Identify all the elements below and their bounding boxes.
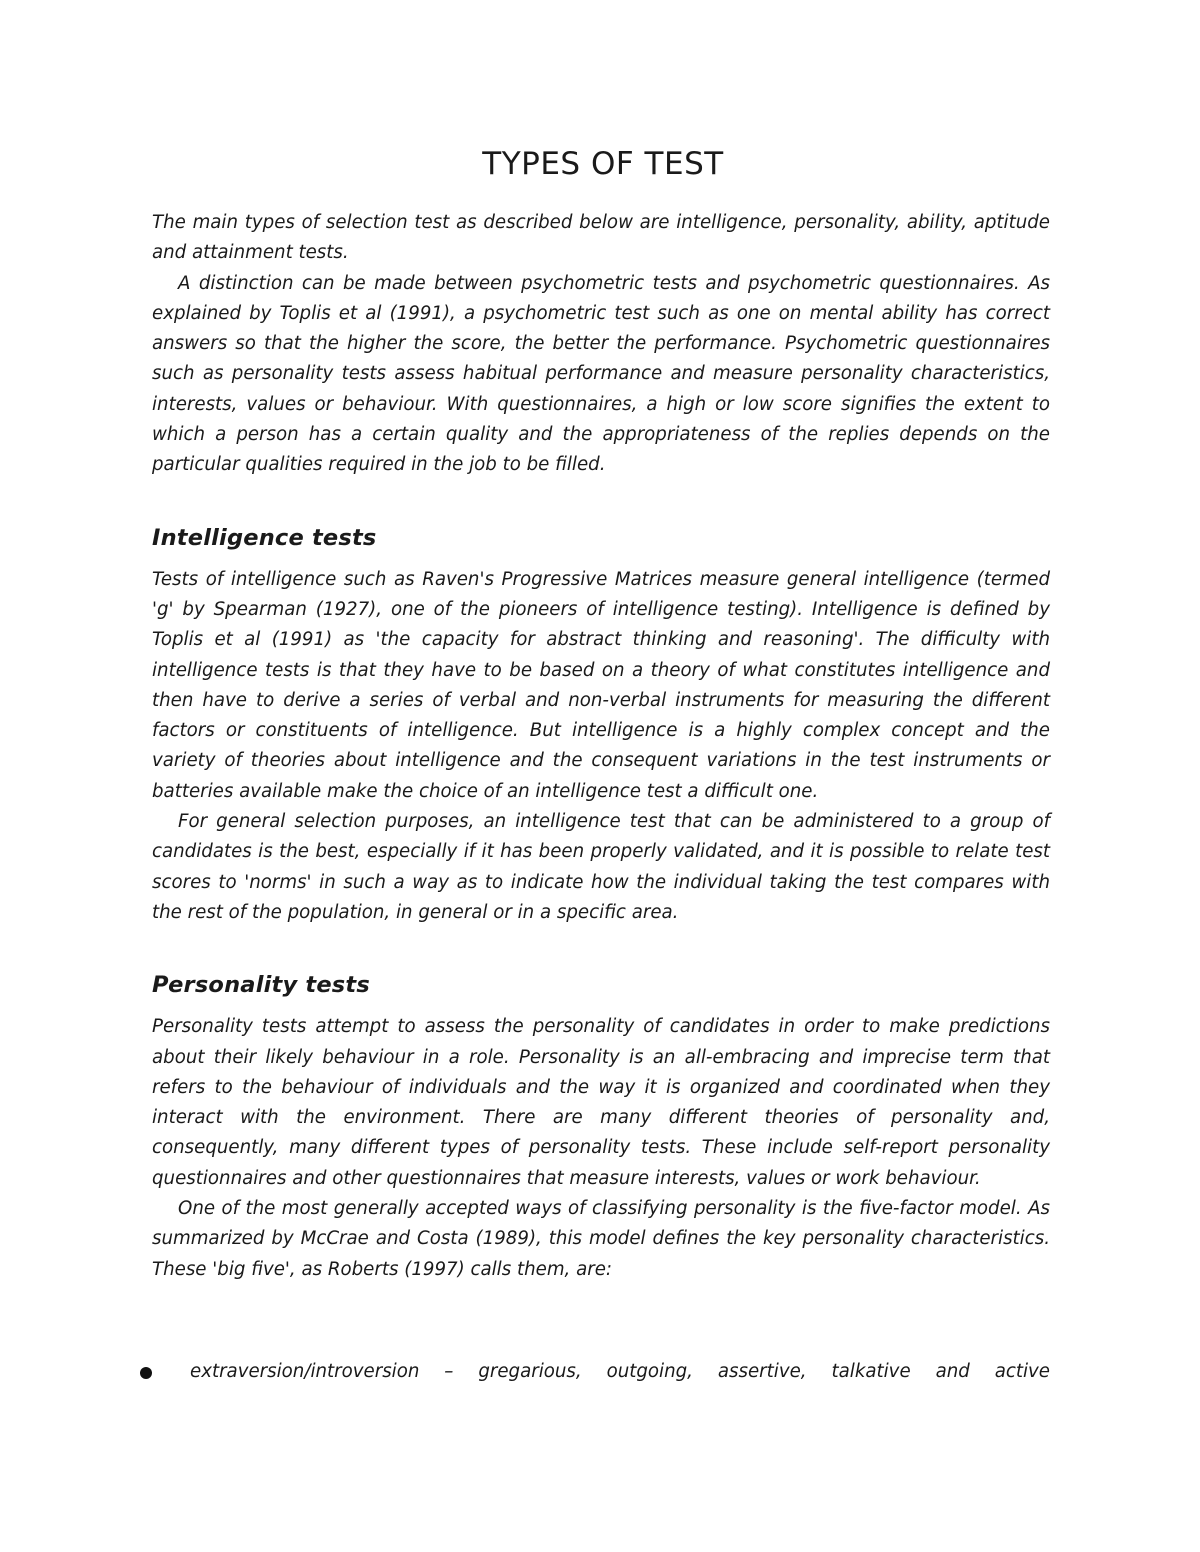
personality-paragraph-2: One of the most generally accepted ways of classifying personality is the five-factor model. As summarized by McCrae and Costa (1989), this model defines the key personality characteristics. These 'big five', as Roberts (1997) calls them, are: (152, 1198, 1050, 1280)
intelligence-paragraph-2: For general selection purposes, an intelligence test that can be administered to a group of candidates is the best, especially if it has been properly validated, and it is possible to relate test scores to 'norms' in such a way as to indicate how the individual taking the test compares with the rest of the population, in general or in a specific area. (152, 811, 1050, 923)
document-page (152, 140, 1050, 1387)
list-item (152, 1357, 1050, 1387)
intro-paragraph-2: A distinction can be made between psychometric tests and psychometric questionnaires. As explained by Toplis et al (1991), a psychometric test such as one on mental ability has correct answers so that the higher the score, the better the performance. Psychometric questionnaires such as personality tests assess habitual performance and measure personality characteristics, interests, values or behaviour. With questionnaires, a high or low score signifies the extent to which a person has a certain quality and the appropriateness of the replies depends on the particular qualities required in the job to be filled. (152, 272, 1050, 476)
personality-paragraph-1: Personality tests attempt to assess the personality of candidates in order to make predictions about their likely behaviour in a role. Personality is an all-embracing and imprecise term that refers to the behaviour of individuals and the way it is organized and coordinated when they interact with the environment. There are many different theories of personality and, consequently, many different types of personality tests. These include self-report personality questionnaires and other questionnaires that measure interests, values or work behaviour. (152, 1016, 1050, 1189)
section-heading-personality: Personality tests (152, 972, 370, 999)
big-five-list (152, 1357, 1050, 1387)
section-heading-intelligence: Intelligence tests (152, 524, 377, 551)
list-item-text: extraversion/introversion – gregarious, outgoing, assertive, talkative and active (190, 1360, 1050, 1382)
page-title: TYPES OF TEST (482, 146, 724, 182)
intro-paragraph-1: The main types of selection test as described below are intelligence, personality, ability, aptitude and attainment tests. (152, 212, 1050, 264)
intelligence-paragraph-1: Tests of intelligence such as Raven's Progressive Matrices measure general intelligence (termed 'g' by Spearman (1927), one of the pioneers of intelligence testing). Intelligence is defined by Toplis et al (1991) as 'the capacity for abstract thinking and reasoning'. The difficulty with intelligence tests is that they have to be based on a theory of what constitutes intelligence and then have to derive a series of verbal and non-verbal instruments for measuring the different factors or constituents of intelligence. But intelligence is a highly complex concept and the variety of theories about intelligence and the consequent variations in the test instruments or batteries available make the choice of an intelligence test a difficult one. (152, 568, 1050, 802)
bullet-icon (140, 1367, 152, 1379)
